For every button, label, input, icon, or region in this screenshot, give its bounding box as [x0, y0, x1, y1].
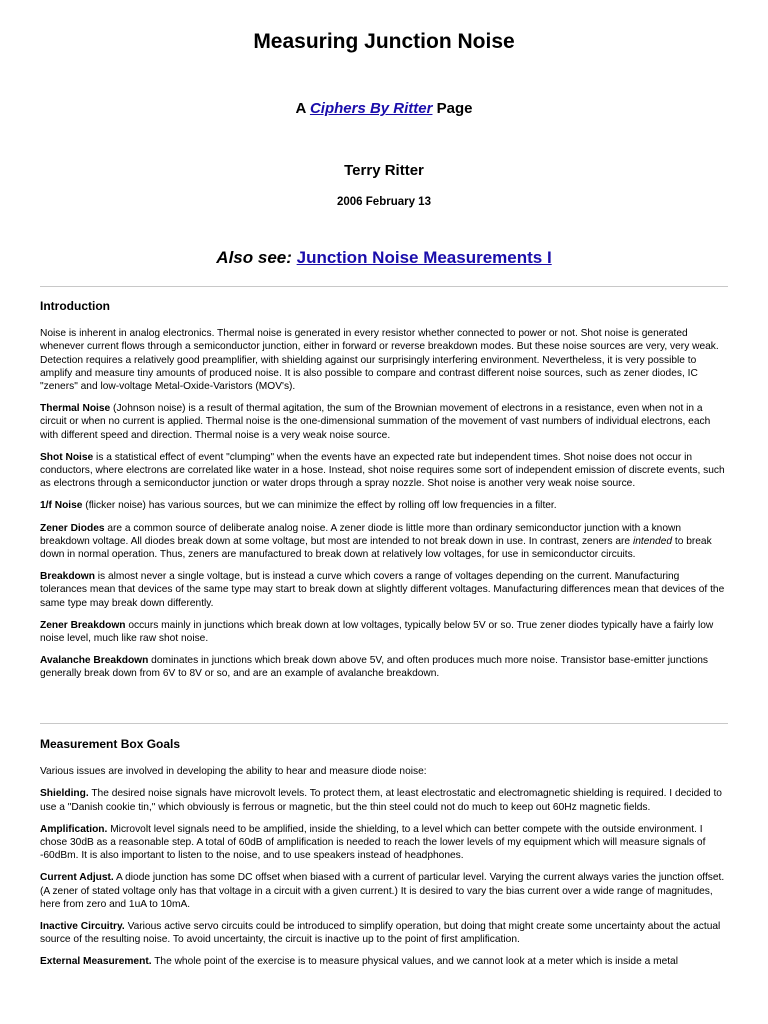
inactive-circuitry-term: Inactive Circuitry.	[40, 921, 125, 933]
thermal-noise-paragraph	[40, 402, 728, 442]
goals-intro-paragraph: Various issues are involved in developing the ability to hear and measure diode noise:	[40, 766, 427, 778]
current-adjust-text: A diode junction has some DC offset when biased with a current of particular level. Varying the current always varies the junction offset. (A zener of stated voltage only has that voltage in a circuit with a given current.) It is desired to vary the bias current over a wide range of magnitudes, here from zero and 1uA to 10mA.	[40, 872, 725, 910]
amplification-term: Amplification.	[40, 823, 108, 835]
shot-noise-text: is a statistical effect of event "clumping" when the events have an expected rate but independent times. Shot noise does not occur in conductors, where electrons are correlated like water in a hose. Instead, shot noise requires some sort of independent emission of discrete events, such as electrons through a semiconductor junction or water drops through a spray nozzle. Shot noise is another very weak noise source.	[40, 451, 725, 490]
breakdown-paragraph	[40, 570, 728, 610]
zener-diodes-text-b: to break down in normal operation. Thus, zeners are manufactured to break down at relatively low voltages, for use in semiconductor circuits.	[40, 535, 712, 561]
flicker-noise-text: (flicker noise) has various sources, but we can minimize the effect by rolling off low frequencies in a filter.	[82, 500, 557, 512]
amplification-paragraph	[40, 823, 728, 863]
goals-heading: Measurement Box Goals	[40, 737, 181, 751]
avalanche-breakdown-paragraph	[40, 654, 728, 680]
shielding-term: Shielding.	[40, 788, 89, 800]
breakdown-term: Breakdown	[40, 571, 95, 583]
zener-breakdown-text: occurs mainly in junctions which break down at low voltages, typically below 5V or so. True zener diodes typically have a fairly low noise level, much like raw shot noise.	[40, 619, 714, 645]
ciphers-by-ritter-link[interactable]: Ciphers By Ritter	[309, 100, 433, 117]
inactive-circuitry-text: Various active servo circuits could be introduced to simplify operation, but doing that might create some uncertainty about the actual source of the resulting noise. To avoid uncertainty, the circuit is inactive up to the point of first amplification.	[40, 921, 721, 946]
external-measurement-text: The whole point of the exercise is to measure physical values, and we cannot look at a meter which is inside a metal	[151, 956, 678, 968]
amplification-text: Microvolt level signals need to be amplified, inside the shielding, to a level which can better compete with the outside environment. I chose 30dB as a reasonable step. A total of 60dB of amplification is needed to reach the lower levels of my equipment which will measure signals of -60dBm. It is also important to listen to the noise, and to use speakers instead of headphones.	[40, 823, 706, 862]
thermal-noise-term: Thermal Noise	[40, 403, 111, 415]
author-name: Terry Ritter	[344, 162, 424, 179]
thermal-noise-text: (Johnson noise) is a result of thermal agitation, the sum of the Brownian movement of electrons in a resistance, even when not in a circuit or when no current is applied. Thermal noise is the one-dimensional summation of the movement of vast numbers of individual electrons, each with different speed and direction. Thermal noise is a very weak noise source.	[40, 403, 711, 441]
zener-diodes-text-a: are a common source of deliberate analog noise. A zener diode is little more than ordinary semiconductor junction with a known breakdown voltage. All diodes break down at some voltage, but most are intended to not break down in use. In contrast, zeners are	[40, 522, 682, 547]
current-adjust-term: Current Adjust.	[40, 872, 114, 884]
zener-diodes-paragraph	[40, 522, 728, 562]
zener-diodes-emphasis: intended	[632, 535, 673, 547]
avalanche-breakdown-term: Avalanche Breakdown	[40, 655, 149, 667]
breakdown-text: is almost never a single voltage, but is instead a curve which covers a range of voltages depending on the current. Manufacturing tolerances mean that devices of the same type may start to break down at slightly different voltages. Manufacturing differences mean that devices of the same type may break down differently.	[40, 571, 725, 609]
shielding-paragraph	[40, 787, 728, 813]
divider-middle	[40, 723, 728, 724]
subtitle-suffix: Page	[432, 100, 473, 117]
current-adjust-paragraph	[40, 871, 728, 911]
shielding-text: The desired noise signals have microvolt levels. To protect them, at least electrostatic and electromagnetic shielding is required. I decided to use a "Danish cookie tin," which obviously is ferrous or magnetic, but the thin steel could not do much to keep out 60Hz magnetic fields.	[40, 788, 722, 813]
inactive-circuitry-paragraph	[40, 920, 728, 946]
shot-noise-term: Shot Noise	[40, 451, 94, 463]
zener-diodes-term: Zener Diodes	[40, 522, 105, 534]
divider-top	[40, 286, 728, 287]
intro-paragraph: Noise is inherent in analog electronics. Thermal noise is generated in every resistor whether connected to power or not. Shot noise is generated whenever current flows through a semiconductor junction, either in forward or reverse breakdown modes. But these noise sources are very, very weak. Detection requires a relatively good preamplifier, with shielding against our surprisingly interfering environment. Nevertheless, it is very possible to amplify and measure tiny amounts of produced noise. It is also possible to compare and contrast different noise sources, such as zener diodes, IC "zeners" and low-voltage Metal-Oxide-Varistors (MOV's).	[40, 328, 719, 393]
introduction-heading: Introduction	[40, 299, 110, 313]
introduction-section	[40, 300, 728, 690]
junction-noise-measurements-link[interactable]: Junction Noise Measurements I	[296, 248, 552, 267]
page-title: Measuring Junction Noise	[253, 30, 515, 53]
flicker-noise-paragraph	[40, 499, 728, 512]
flicker-noise-term: 1/f Noise	[40, 500, 83, 512]
external-measurement-term: External Measurement.	[40, 956, 152, 968]
external-measurement-paragraph	[40, 955, 728, 968]
zener-breakdown-term: Zener Breakdown	[40, 619, 126, 631]
also-see-label: Also see:	[216, 248, 292, 267]
shot-noise-paragraph	[40, 451, 728, 491]
subtitle-prefix: A	[295, 100, 310, 117]
publish-date: 2006 February 13	[337, 196, 431, 208]
also-see	[0, 248, 768, 268]
site-subtitle	[0, 100, 768, 117]
goals-section	[40, 738, 728, 978]
avalanche-breakdown-text: dominates in junctions which break down above 5V, and often produces much more noise. Transistor base-emitter junctions generally break down from 6V to 8V or so, and are an example of avalanche breakdown.	[40, 655, 709, 680]
zener-breakdown-paragraph	[40, 619, 728, 645]
